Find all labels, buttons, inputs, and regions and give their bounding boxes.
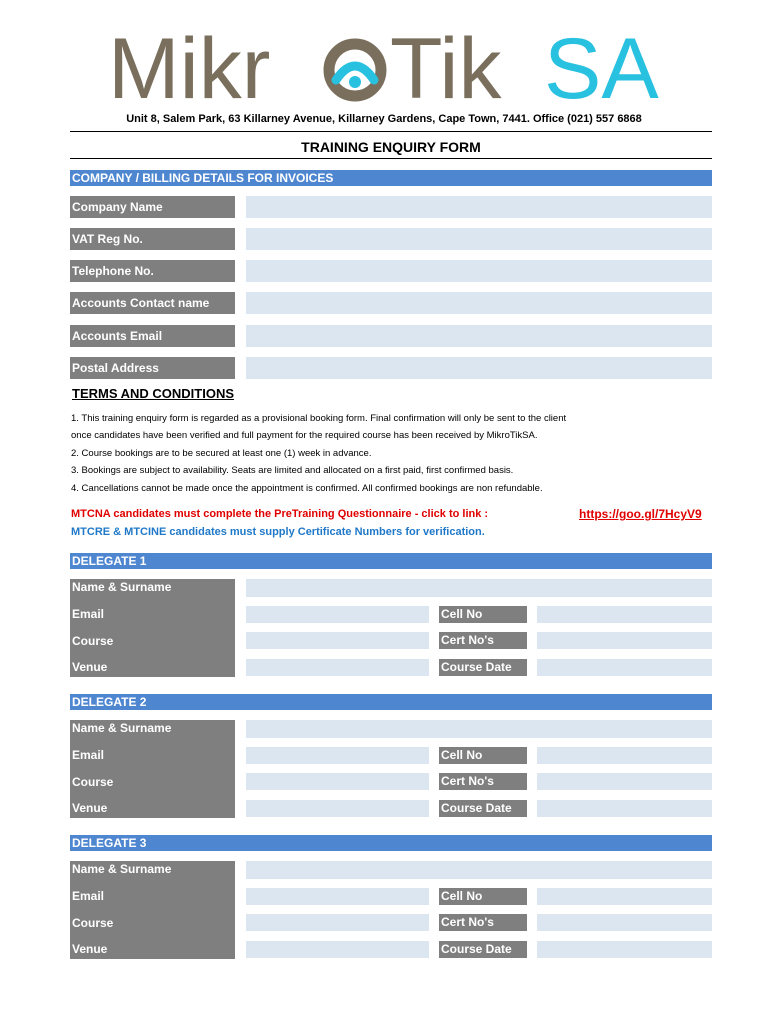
delegate-venue-label: Venue <box>72 942 108 956</box>
term-line: 2. Course bookings are to be secured at least one (1) week in advance. <box>71 448 372 459</box>
delegate-course-label: Course <box>72 634 114 648</box>
telephone-input[interactable] <box>246 260 712 282</box>
delegate-name-label: Name & Surname <box>72 721 172 735</box>
logo-text-mikr: Mikr <box>108 22 271 108</box>
questionnaire-link[interactable]: https://goo.gl/7HcyV9 <box>579 507 702 521</box>
postal-address-label: Postal Address <box>70 357 235 379</box>
delegate-name-label: Name & Surname <box>72 580 172 594</box>
telephone-label: Telephone No. <box>70 260 235 282</box>
delegate-3-heading: DELEGATE 3 <box>70 835 712 851</box>
company-name-label: Company Name <box>70 196 235 218</box>
delegate-1-cert-input[interactable] <box>537 632 712 649</box>
delegate-2-date-input[interactable] <box>537 800 712 817</box>
delegate-email-label: Email <box>72 748 105 762</box>
delegate-email-label: Email <box>72 889 105 903</box>
accounts-email-label: Accounts Email <box>70 325 235 347</box>
delegate-3-date-label: Course Date <box>439 941 527 958</box>
accounts-email-input[interactable] <box>246 325 712 347</box>
delegate-1-cert-label: Cert No's <box>439 632 527 649</box>
delegate-3-venue-input[interactable] <box>246 941 429 958</box>
delegate-1-date-label: Course Date <box>439 659 527 676</box>
vat-reg-input[interactable] <box>246 228 712 250</box>
delegate-3-course-input[interactable] <box>246 914 429 931</box>
delegate-course-label: Course <box>72 775 114 789</box>
delegate-2-email-input[interactable] <box>246 747 429 764</box>
logo-text-sa: SA <box>544 22 659 108</box>
delegate-1-email-input[interactable] <box>246 606 429 623</box>
accounts-contact-label: Accounts Contact name <box>70 292 235 314</box>
term-line: 1. This training enquiry form is regarded as a provisional booking form. Final confirmation will only be sent to the client <box>71 413 567 424</box>
delegate-2-name-input[interactable] <box>246 720 712 738</box>
vat-reg-label: VAT Reg No. <box>70 228 235 250</box>
delegate-2-course-input[interactable] <box>246 773 429 790</box>
delegate-2-date-label: Course Date <box>439 800 527 817</box>
logo-wifi-icon <box>329 44 381 96</box>
delegate-venue-label: Venue <box>72 801 108 815</box>
term-line: 4. Cancellations cannot be made once the appointment is confirmed. All confirmed bookings are non refundable. <box>71 483 543 494</box>
delegate-1-heading: DELEGATE 1 <box>70 553 712 569</box>
terms-heading: TERMS AND CONDITIONS <box>72 386 235 401</box>
postal-address-input[interactable] <box>246 357 712 379</box>
mikrotik-logo <box>108 22 688 108</box>
delegate-1-cell-input[interactable] <box>537 606 712 623</box>
delegate-3-cell-label: Cell No <box>439 888 527 905</box>
delegate-1-name-input[interactable] <box>246 579 712 597</box>
delegate-email-label: Email <box>72 607 105 621</box>
company-name-input[interactable] <box>246 196 712 218</box>
delegate-3-cert-input[interactable] <box>537 914 712 931</box>
mtcre-notice: MTCRE & MTCINE candidates must supply Certificate Numbers for verification. <box>71 526 485 538</box>
delegate-venue-label: Venue <box>72 660 108 674</box>
delegate-3-cert-label: Cert No's <box>439 914 527 931</box>
mtcna-notice: MTCNA candidates must complete the PreTraining Questionnaire - click to link : <box>71 508 489 520</box>
company-section-heading: COMPANY / BILLING DETAILS FOR INVOICES <box>70 170 712 186</box>
company-address: Unit 8, Salem Park, 63 Killarney Avenue, Killarney Gardens, Cape Town, 7441. Office (021) 557 6868 <box>126 113 642 125</box>
accounts-contact-input[interactable] <box>246 292 712 314</box>
delegate-3-email-input[interactable] <box>246 888 429 905</box>
delegate-2-heading: DELEGATE 2 <box>70 694 712 710</box>
divider <box>70 158 712 159</box>
delegate-name-label: Name & Surname <box>72 862 172 876</box>
delegate-course-label: Course <box>72 916 114 930</box>
form-title: TRAINING ENQUIRY FORM <box>301 139 481 155</box>
delegate-2-cert-label: Cert No's <box>439 773 527 790</box>
delegate-1-course-input[interactable] <box>246 632 429 649</box>
delegate-2-venue-input[interactable] <box>246 800 429 817</box>
delegate-2-cell-input[interactable] <box>537 747 712 764</box>
delegate-3-date-input[interactable] <box>537 941 712 958</box>
delegate-1-venue-input[interactable] <box>246 659 429 676</box>
delegate-2-cert-input[interactable] <box>537 773 712 790</box>
term-line: 3. Bookings are subject to availability. Seats are limited and allocated on a first paid, first confirmed basis. <box>71 465 514 476</box>
divider <box>70 131 712 132</box>
delegate-1-cell-label: Cell No <box>439 606 527 623</box>
term-line: once candidates have been verified and full payment for the required course has been received by MikroTikSA. <box>71 430 538 441</box>
delegate-2-cell-label: Cell No <box>439 747 527 764</box>
delegate-1-date-input[interactable] <box>537 659 712 676</box>
logo-text-tik: Tik <box>390 22 502 108</box>
delegate-3-name-input[interactable] <box>246 861 712 879</box>
delegate-3-cell-input[interactable] <box>537 888 712 905</box>
